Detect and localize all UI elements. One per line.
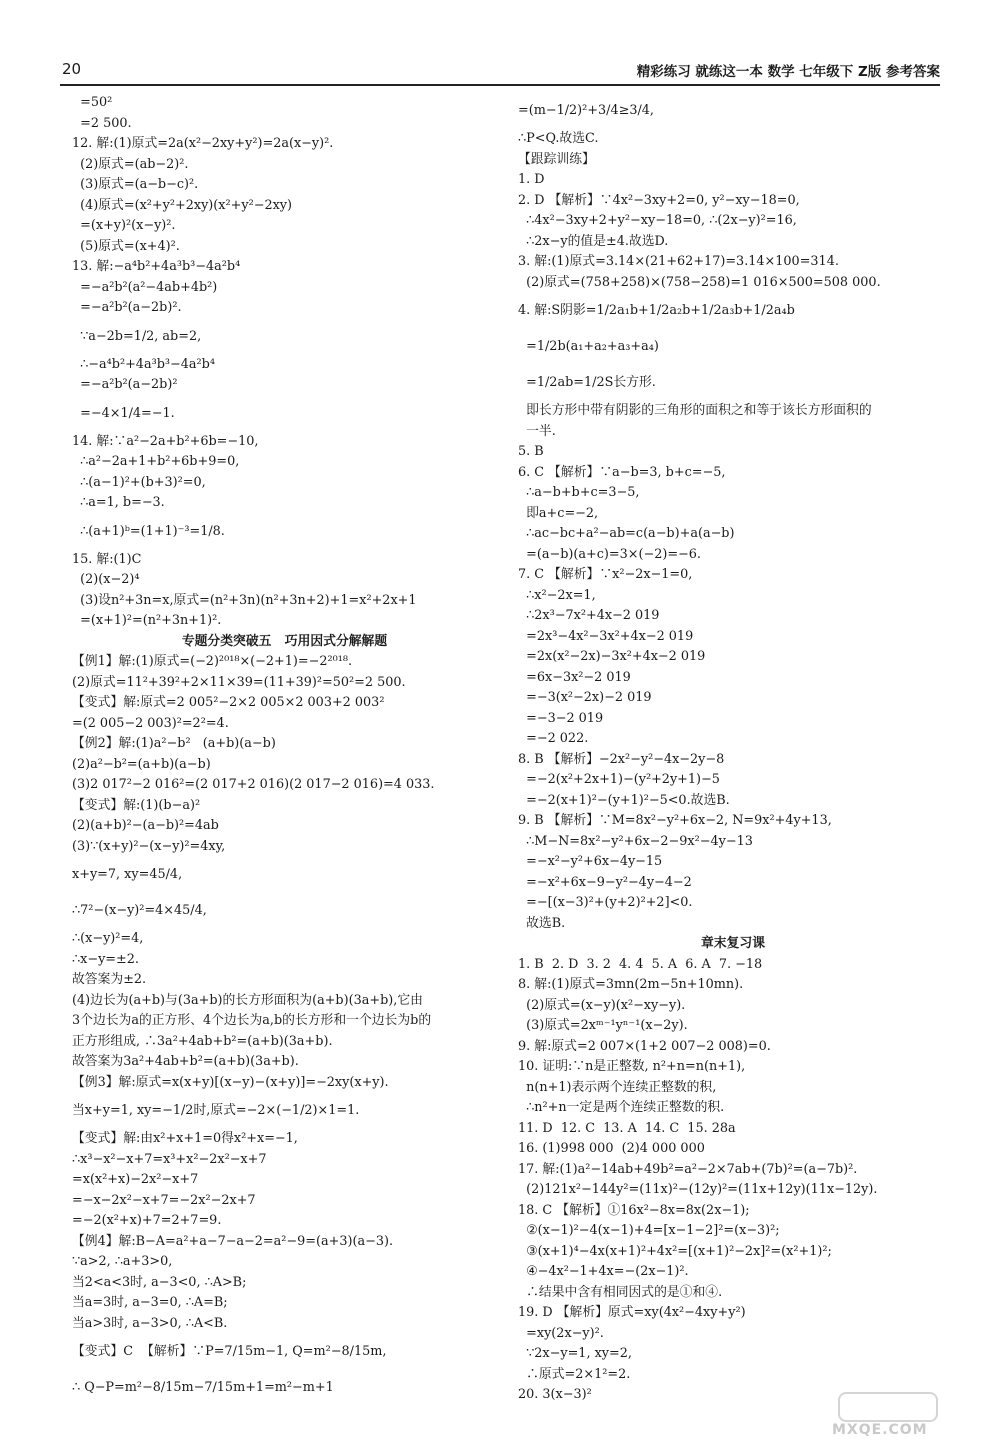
answer-line: ∴x−y=±2.: [72, 951, 139, 967]
answer-line: 【变式】解:由x²+x+1=0得x²+x=−1,: [72, 1131, 298, 1146]
answer-line: =1/2ab=1/2S长方形.: [518, 375, 656, 390]
answer-line: =(2 005−2 003)²=2²=4.: [72, 715, 229, 731]
answer-line: ∴M−N=8x²−y²+6x−2−9x²−4y−13: [518, 833, 753, 849]
answer-line: ③(x+1)⁴−4x(x+1)²+4x²=[(x+1)²−2x]²=(x²+1)²;: [518, 1243, 832, 1259]
answer-line: x+y=7, xy=45/4,: [72, 867, 183, 882]
answer-line: n(n+1)表示两个连续正整数的积,: [518, 1079, 717, 1095]
left-column: [72, 93, 497, 1406]
answer-line: 8. B 【解析】−2x²−y²−4x−2y−8: [518, 751, 725, 767]
answer-line: (4)边长为(a+b)与(3a+b)的长方形面积为(a+b)(3a+b),它由: [72, 992, 423, 1008]
answer-line: (2)原式=(ab−2)².: [72, 156, 189, 172]
answer-line: =−a²b²(a−2b)²: [72, 377, 178, 392]
answer-line: 故答案为±2.: [72, 972, 147, 987]
answer-line: ∴2x³−7x²+4x−2 019: [518, 608, 660, 623]
answer-line: 当a>3时, a−3>0, ∴A<B.: [72, 1315, 228, 1331]
answer-line: (2)原式=(x−y)(x²−xy−y).: [518, 997, 686, 1013]
answer-line: 5. B: [518, 444, 544, 459]
watermark-logo: [828, 1392, 948, 1438]
answer-line: 正方形组成, ∴3a²+4ab+b²=(a+b)(3a+b).: [72, 1033, 333, 1049]
answer-line: 1. B 2. D 3. 2 4. 4 5. A 6. A 7. −18: [518, 956, 763, 972]
answer-line: =xy(2x−y)².: [518, 1325, 604, 1341]
answer-line: 3个边长为a的正方形、4个边长为a,b的长方形和一个边长为b的: [72, 1013, 432, 1028]
right-column: [518, 93, 948, 1406]
answer-line: ∴a²−2a+1+b²+6b+9=0,: [72, 454, 240, 469]
answer-line: 9. 解:原式=2 007×(1+2 007−2 008)=0.: [518, 1038, 771, 1054]
answer-line: (2)a²−b²=(a+b)(a−b): [72, 756, 211, 772]
answer-line: 20. 3(x−3)²: [518, 1387, 592, 1402]
answer-line: =2x³−4x²−3x²+4x−2 019: [518, 628, 694, 644]
answer-line: ②(x−1)²−4(x−1)+4=[x−1−2]²=(x−3)²;: [518, 1223, 780, 1238]
answer-line: =2x(x²−2x)−3x²+4x−2 019: [518, 649, 706, 664]
answer-line: (3)设n²+3n=x,原式=(n²+3n)(n²+3n+2)+1=x²+2x+1: [72, 592, 417, 608]
answer-line: 16. (1)998 000 (2)4 000 000: [518, 1141, 705, 1156]
answer-line: =−4×1/4=−1.: [72, 405, 175, 421]
answer-line: 4. 解:S阴影=1/2a₁b+1/2a₂b+1/2a₃b+1/2a₄b: [518, 303, 795, 318]
answer-line: ∴(x−y)²=4,: [72, 931, 144, 946]
answer-line: =(m−1/2)²+3/4≥3/4,: [518, 103, 654, 118]
answer-line: (2)原式=(758+258)×(758−258)=1 016×500=508 000.: [518, 274, 881, 290]
answer-line: ∴4x²−3xy+2+y²−xy−18=0, ∴(2x−y)²=16,: [518, 213, 797, 228]
answer-line: ∴a=1, b=−3.: [72, 495, 165, 510]
answer-line: =−2(x²+2x+1)−(y²+2y+1)−5: [518, 772, 720, 787]
answer-line: =−a²b²(a−2b)².: [72, 300, 182, 315]
answer-line: =−2(x+1)²−(y+1)²−5<0.故选B.: [518, 792, 730, 808]
answer-line: 故答案为3a²+4ab+b²=(a+b)(3a+b).: [72, 1054, 299, 1069]
answer-line: 13. 解:−a⁴b²+4a³b³−4a²b⁴: [72, 259, 241, 274]
answer-line: ∵a>2, ∴a+3>0,: [72, 1254, 173, 1269]
answer-line: 2. D 【解析】∵4x²−3xy+2=0, y²−xy−18=0,: [518, 192, 800, 208]
answer-line: =50²: [72, 95, 113, 110]
answer-line: 【变式】解:原式=2 005²−2×2 005×2 003+2 003²: [72, 695, 385, 710]
answer-line: 6. C 【解析】∵a−b=3, b+c=−5,: [518, 464, 726, 480]
page-header: [60, 60, 940, 82]
answer-line: =−2 022.: [518, 731, 589, 746]
answer-line: =−[(x−3)²+(y+2)²+2]<0.: [518, 895, 693, 910]
answer-line: =−3(x²−2x)−2 019: [518, 690, 652, 705]
answer-line: ∴结果中含有相同因式的是①和④.: [518, 1284, 723, 1300]
answer-line: ∵a−2b=1/2, ab=2,: [72, 328, 202, 344]
header-rule: [60, 84, 940, 86]
answer-line: (2)(a+b)²−(a−b)²=4ab: [72, 818, 219, 833]
answer-line: =−x−2x²−x+7=−2x²−2x+7: [72, 1192, 256, 1208]
answer-line: 19. D 【解析】原式=xy(4x²−4xy+y²): [518, 1305, 746, 1320]
answer-line: ∴原式=2×1²=2.: [518, 1366, 631, 1382]
answer-line: ∴a−b+b+c=3−5,: [518, 485, 640, 500]
answer-line: 当x+y=1, xy=−1/2时,原式=−2×(−1/2)×1=1.: [72, 1103, 360, 1118]
answer-line: ∴7²−(x−y)²=4×45/4,: [72, 903, 207, 918]
answer-line: 14. 解:∵a²−2a+b²+6b=−10,: [72, 433, 259, 449]
answer-line: 故选B.: [518, 915, 566, 931]
answer-line: (3)2 017²−2 016²=(2 017+2 016)(2 017−2 016)=4 033.: [72, 777, 435, 792]
answer-line: =6x−3x²−2 019: [518, 669, 631, 685]
answer-line: ∴x²−2x=1,: [518, 587, 596, 603]
answer-line: 【跟踪训练】: [518, 151, 595, 167]
answer-line: (3)原式=2xᵐ⁻¹yⁿ⁻¹(x−2y).: [518, 1018, 688, 1033]
answer-line: =−x²+6x−9−y²−4y−4−2: [518, 874, 692, 890]
answer-line: =2 500.: [72, 115, 132, 131]
answer-line: (4)原式=(x²+y²+2xy)(x²+y²−2xy): [72, 197, 293, 213]
answer-line: =x(x²+x)−2x²−x+7: [72, 1172, 199, 1187]
answer-line: =(x+y)²(x−y)².: [72, 218, 176, 233]
answer-line: (3)原式=(a−b−c)².: [72, 177, 199, 192]
answer-line: ∵2x−y=1, xy=2,: [518, 1346, 632, 1361]
answer-line: 1. D: [518, 172, 545, 187]
answer-line: 10. 证明:∵n是正整数, n²+n=n(n+1),: [518, 1059, 746, 1074]
answer-line: ∴−a⁴b²+4a³b³−4a²b⁴: [72, 356, 215, 372]
section-heading: 章末复习课: [701, 936, 765, 951]
answer-line: 3. 解:(1)原式=3.14×(21+62+17)=3.14×100=314.: [518, 254, 839, 269]
answer-line: 17. 解:(1)a²−14ab+49b²=a²−2×7ab+(7b)²=(a−7b)².: [518, 1161, 858, 1177]
answer-line: 当a=3时, a−3=0, ∴A=B;: [72, 1295, 228, 1310]
answer-line: =1/2b(a₁+a₂+a₃+a₄): [518, 339, 659, 354]
answer-line: ∴ac−bc+a²−ab=c(a−b)+a(a−b): [518, 526, 735, 541]
answer-line: 9. B 【解析】∵M=8x²−y²+6x−2, N=9x²+4y+13,: [518, 813, 832, 828]
answer-line: 当2<a<3时, a−3<0, ∴A>B;: [72, 1274, 247, 1290]
answer-line: 即长方形中带有阴影的三角形的面积之和等于该长方形面积的: [518, 403, 872, 418]
answer-line: 【例4】解:B−A=a²+a−7−a−2=a²−9=(a+3)(a−3).: [72, 1233, 394, 1249]
answer-line: =(a−b)(a+c)=3×(−2)=−6.: [518, 546, 701, 562]
answer-line: ∴(a−1)²+(b+3)²=0,: [72, 474, 206, 490]
answer-line: 18. C 【解析】①16x²−8x=8x(2x−1);: [518, 1202, 750, 1218]
answer-line: (2)原式=11²+39²+2×11×39=(11+39)²=50²=2 500.: [72, 674, 406, 690]
answer-line: 【例2】解:(1)a²−b² (a+b)(a−b): [72, 736, 276, 751]
answer-line: 【例3】解:原式=x(x+y)[(x−y)−(x+y)]=−2xy(x+y).: [72, 1074, 389, 1090]
answer-line: 8. 解:(1)原式=3mn(2m−5n+10mn).: [518, 977, 744, 992]
answer-line: 15. 解:(1)C: [72, 551, 142, 567]
answer-line: ∴n²+n一定是两个连续正整数的积.: [518, 1100, 725, 1115]
answer-line: (2)121x²−144y²=(11x)²−(12y)²=(11x+12y)(11x−12y).: [518, 1182, 878, 1197]
running-title: 精彩练习 就练这一本 数学 七年级下 Z版 参考答案: [636, 64, 940, 80]
answer-line: (2)(x−2)⁴: [72, 572, 140, 587]
answer-line: (5)原式=(x+4)².: [72, 238, 180, 254]
answer-line: 12. 解:(1)原式=2a(x²−2xy+y²)=2a(x−y)².: [72, 136, 334, 151]
section-heading: 专题分类突破五 巧用因式分解解题: [181, 633, 388, 649]
answer-line: ④−4x²−1+4x=−(2x−1)².: [518, 1264, 689, 1279]
watermark-text: MXQE.COM: [832, 1422, 928, 1438]
watermark-badge-icon: [838, 1392, 938, 1422]
answer-line: 7. C 【解析】∵x²−2x−1=0,: [518, 567, 693, 582]
answer-line: 【例1】解:(1)原式=(−2)²⁰¹⁸×(−2+1)=−2²⁰¹⁸.: [72, 654, 353, 669]
answer-line: ∴P<Q.故选C.: [518, 131, 599, 146]
answer-line: 即a+c=−2,: [518, 505, 599, 521]
answer-line: =−x²−y²+6x−4y−15: [518, 854, 663, 869]
answer-line: 一半.: [518, 423, 556, 439]
answer-line: ∴x³−x²−x+7=x³+x²−2x²−x+7: [72, 1151, 267, 1167]
answer-line: 【变式】C 【解析】∵P=7/15m−1, Q=m²−8/15m,: [72, 1344, 387, 1359]
answer-line: =(x+1)²=(n²+3n+1)².: [72, 613, 222, 628]
page-number: 20: [62, 60, 82, 78]
answer-line: =−a²b²(a²−4ab+4b²): [72, 279, 218, 295]
answer-line: ∴ Q−P=m²−8/15m−7/15m+1=m²−m+1: [72, 1380, 334, 1395]
answer-line: 【变式】解:(1)(b−a)²: [72, 797, 201, 813]
answer-line: (3)∵(x+y)²−(x−y)²=4xy,: [72, 838, 226, 854]
answer-line: 11. D 12. C 13. A 14. C 15. 28a: [518, 1120, 736, 1136]
answer-line: =−3−2 019: [518, 710, 604, 726]
answer-line: =−2(x²+x)+7=2+7=9.: [72, 1213, 222, 1228]
answer-line: ∴(a+1)ᵇ=(1+1)⁻³=1/8.: [72, 523, 225, 539]
answer-line: ∴2x−y的值是±4.故选D.: [518, 233, 669, 249]
